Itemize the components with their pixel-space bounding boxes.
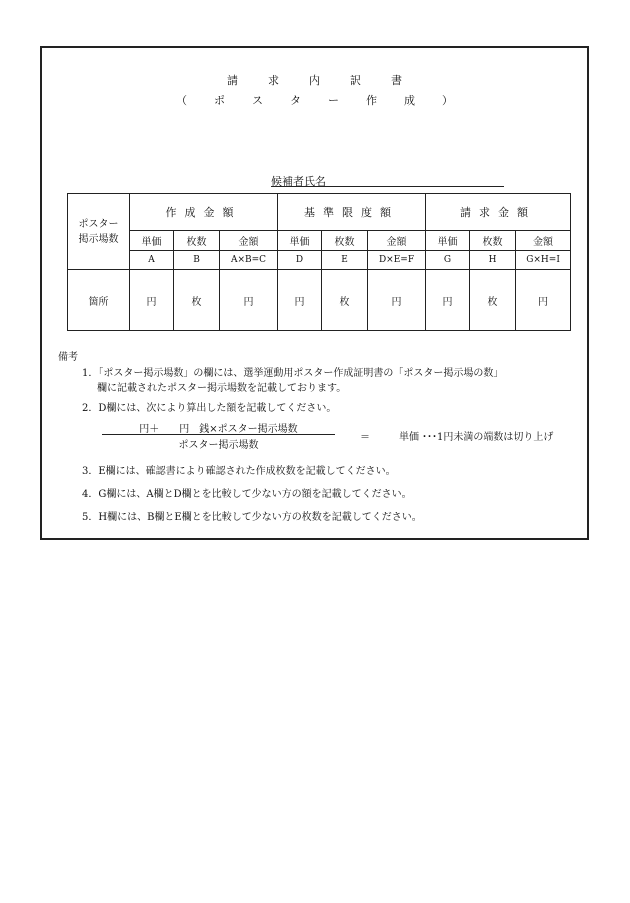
note-item-3: 3．E欄には、確認書により確認された作成枚数を記載してください。 <box>82 466 396 477</box>
sub-code: B <box>174 251 220 270</box>
breakdown-table <box>67 193 571 331</box>
group-header-claim: 請求金額 <box>426 194 571 231</box>
sub-code: A <box>130 251 174 270</box>
sub-header: 枚数 <box>470 231 516 251</box>
cell-count-e[interactable]: 枚 <box>322 270 368 331</box>
cell-unit-price-g[interactable]: 円 <box>426 270 470 331</box>
cell-count-b[interactable]: 枚 <box>174 270 220 331</box>
notes-heading: 備考 <box>58 352 78 363</box>
sub-header: 金額 <box>516 231 571 251</box>
document-frame <box>40 46 589 540</box>
sub-code: D×E=F <box>368 251 426 270</box>
cell-count-h[interactable]: 枚 <box>470 270 516 331</box>
note-item-5: 5．H欄には、B欄とE欄とを比較して少ない方の枚数を記載してください。 <box>82 512 422 523</box>
cell-unit-price-d[interactable]: 円 <box>278 270 322 331</box>
group-header-limit: 基準限度額 <box>278 194 426 231</box>
poster-sites-header: ポスター 掲示場数 <box>68 194 130 270</box>
cell-amount-c[interactable]: 円 <box>220 270 278 331</box>
formula-equals: ＝ <box>360 432 370 443</box>
cell-unit-price-a[interactable]: 円 <box>130 270 174 331</box>
formula-result: 単価 <box>399 432 419 443</box>
group-header-production: 作成金額 <box>130 194 278 231</box>
document-title: 請求内訳書 <box>227 74 432 87</box>
note-item-1-cont: 欄に記載されたポスター掲示場数を記載しております。 <box>97 383 347 394</box>
sub-header: 単価 <box>278 231 322 251</box>
poster-sites-cell[interactable]: 箇所 <box>68 270 130 331</box>
formula-numerator: 円＋ 円 銭×ポスター掲示場数 <box>139 424 298 435</box>
cell-amount-f[interactable]: 円 <box>368 270 426 331</box>
candidate-name-label: 候補者氏名 <box>271 175 326 188</box>
sub-header: 枚数 <box>174 231 220 251</box>
sub-code: G <box>426 251 470 270</box>
sub-header: 枚数 <box>322 231 368 251</box>
sub-code: A×B=C <box>220 251 278 270</box>
sub-header: 金額 <box>220 231 278 251</box>
candidate-name-field[interactable] <box>271 186 504 187</box>
formula-note: ･･･1円未満の端数は切り上げ <box>422 432 554 443</box>
note-item-1: 1．「ポスター掲示場数」の欄には、選挙運動用ポスター作成証明書の「ポスター掲示場の数」 <box>82 368 504 379</box>
note-item-2: 2．D欄には、次により算出した額を記載してください。 <box>82 403 337 414</box>
note-item-4: 4．G欄には、A欄とD欄とを比較して少ない方の額を記載してください。 <box>82 489 412 500</box>
formula-divider <box>102 434 335 435</box>
cell-amount-i[interactable]: 円 <box>516 270 571 331</box>
sub-header: 金額 <box>368 231 426 251</box>
sub-header: 単価 <box>426 231 470 251</box>
formula-denominator: ポスター掲示場数 <box>178 440 259 451</box>
sub-code: D <box>278 251 322 270</box>
sub-code: G×H=I <box>516 251 571 270</box>
sub-code: H <box>470 251 516 270</box>
sub-header: 単価 <box>130 231 174 251</box>
document-subtitle: （ポスター作成） <box>176 94 480 107</box>
sub-code: E <box>322 251 368 270</box>
